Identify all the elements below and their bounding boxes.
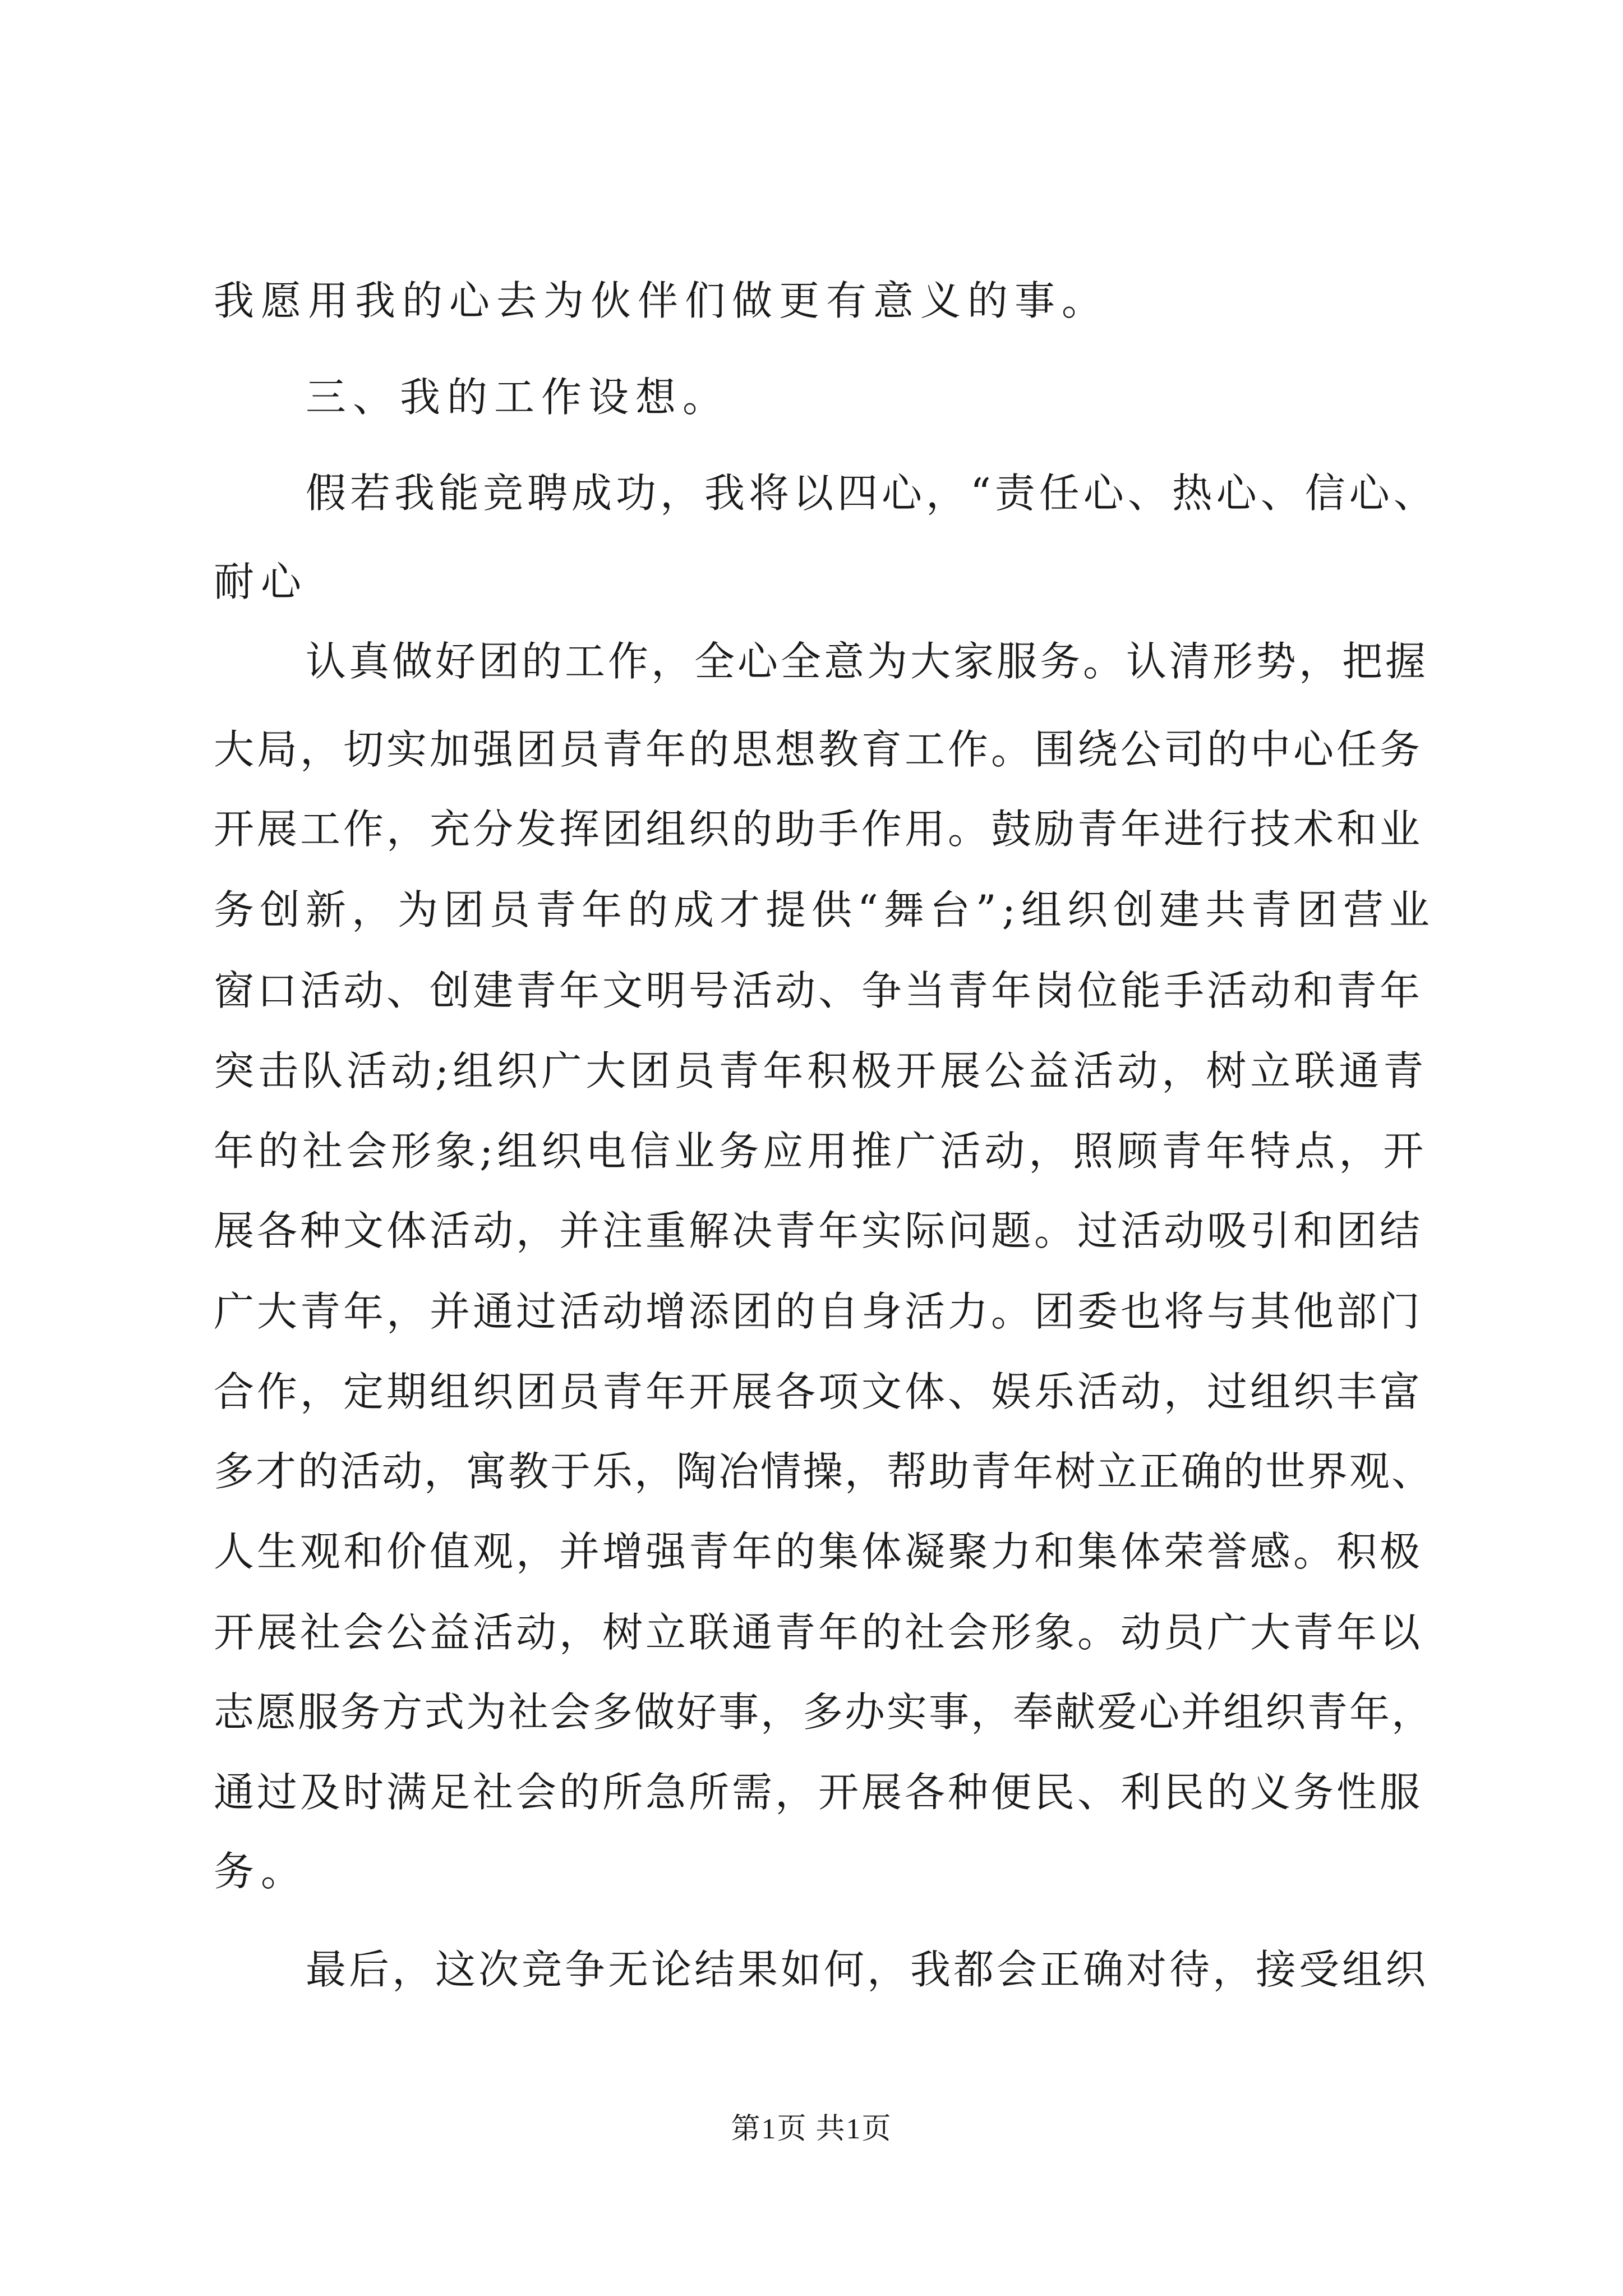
body-line: 合作，定期组织团员青年开展各项文体、娱乐活动，过组织丰富	[214, 1368, 1423, 1415]
body-line: 最后，这次竞争无论结果如何，我都会正确对待，接受组织	[306, 1946, 1429, 1993]
section-heading: 三、我的工作设想。	[306, 374, 730, 421]
body-line: 务。	[214, 1848, 308, 1895]
body-line: 窗口活动、创建青年文明号活动、争当青年岗位能手活动和青年	[214, 967, 1423, 1014]
body-line: 多才的活动，寓教于乐，陶冶情操，帮助青年树立正确的世界观、	[214, 1448, 1434, 1495]
body-line: 耐心	[214, 558, 308, 605]
body-line: 开展社会公益活动，树立联通青年的社会形象。动员广大青年以	[214, 1609, 1423, 1656]
body-line: 开展工作，充分发挥团组织的助手作用。鼓励青年进行技术和业	[214, 806, 1423, 853]
body-line: 广大青年，并通过活动增添团的自身活力。团委也将与其他部门	[214, 1288, 1423, 1335]
page-number-footer: 第1页 共1页	[731, 2113, 892, 2145]
body-line: 假若我能竞聘成功，我将以四心，“责任心、热心、信心、	[306, 470, 1438, 517]
body-line: 志愿服务方式为社会多做好事，多办实事，奉献爱心并组织青年，	[214, 1688, 1434, 1736]
body-line: 认真做好团的工作，全心全意为大家服务。认清形势，把握	[306, 638, 1429, 685]
body-line: 人生观和价值观，并增强青年的集体凝聚力和集体荣誉感。积极	[214, 1528, 1423, 1575]
body-line: 大局，切实加强团员青年的思想教育工作。围绕公司的中心任务	[214, 726, 1423, 773]
body-line: 务创新，为团员青年的成才提供“舞台”;组织创建共青团营业	[214, 886, 1435, 933]
body-line: 突击队活动;组织广大团员青年积极开展公益活动，树立联通青	[214, 1047, 1428, 1094]
body-line: 我愿用我的心去为伙伴们做更有意义的事。	[214, 277, 1109, 324]
body-line: 展各种文体活动，并注重解决青年实际问题。过活动吸引和团结	[214, 1207, 1423, 1254]
body-line: 通过及时满足社会的所急所需，开展各种便民、利民的义务性服	[214, 1769, 1423, 1816]
body-line: 年的社会形象;组织电信业务应用推广活动，照顾青年特点，开	[214, 1128, 1428, 1175]
